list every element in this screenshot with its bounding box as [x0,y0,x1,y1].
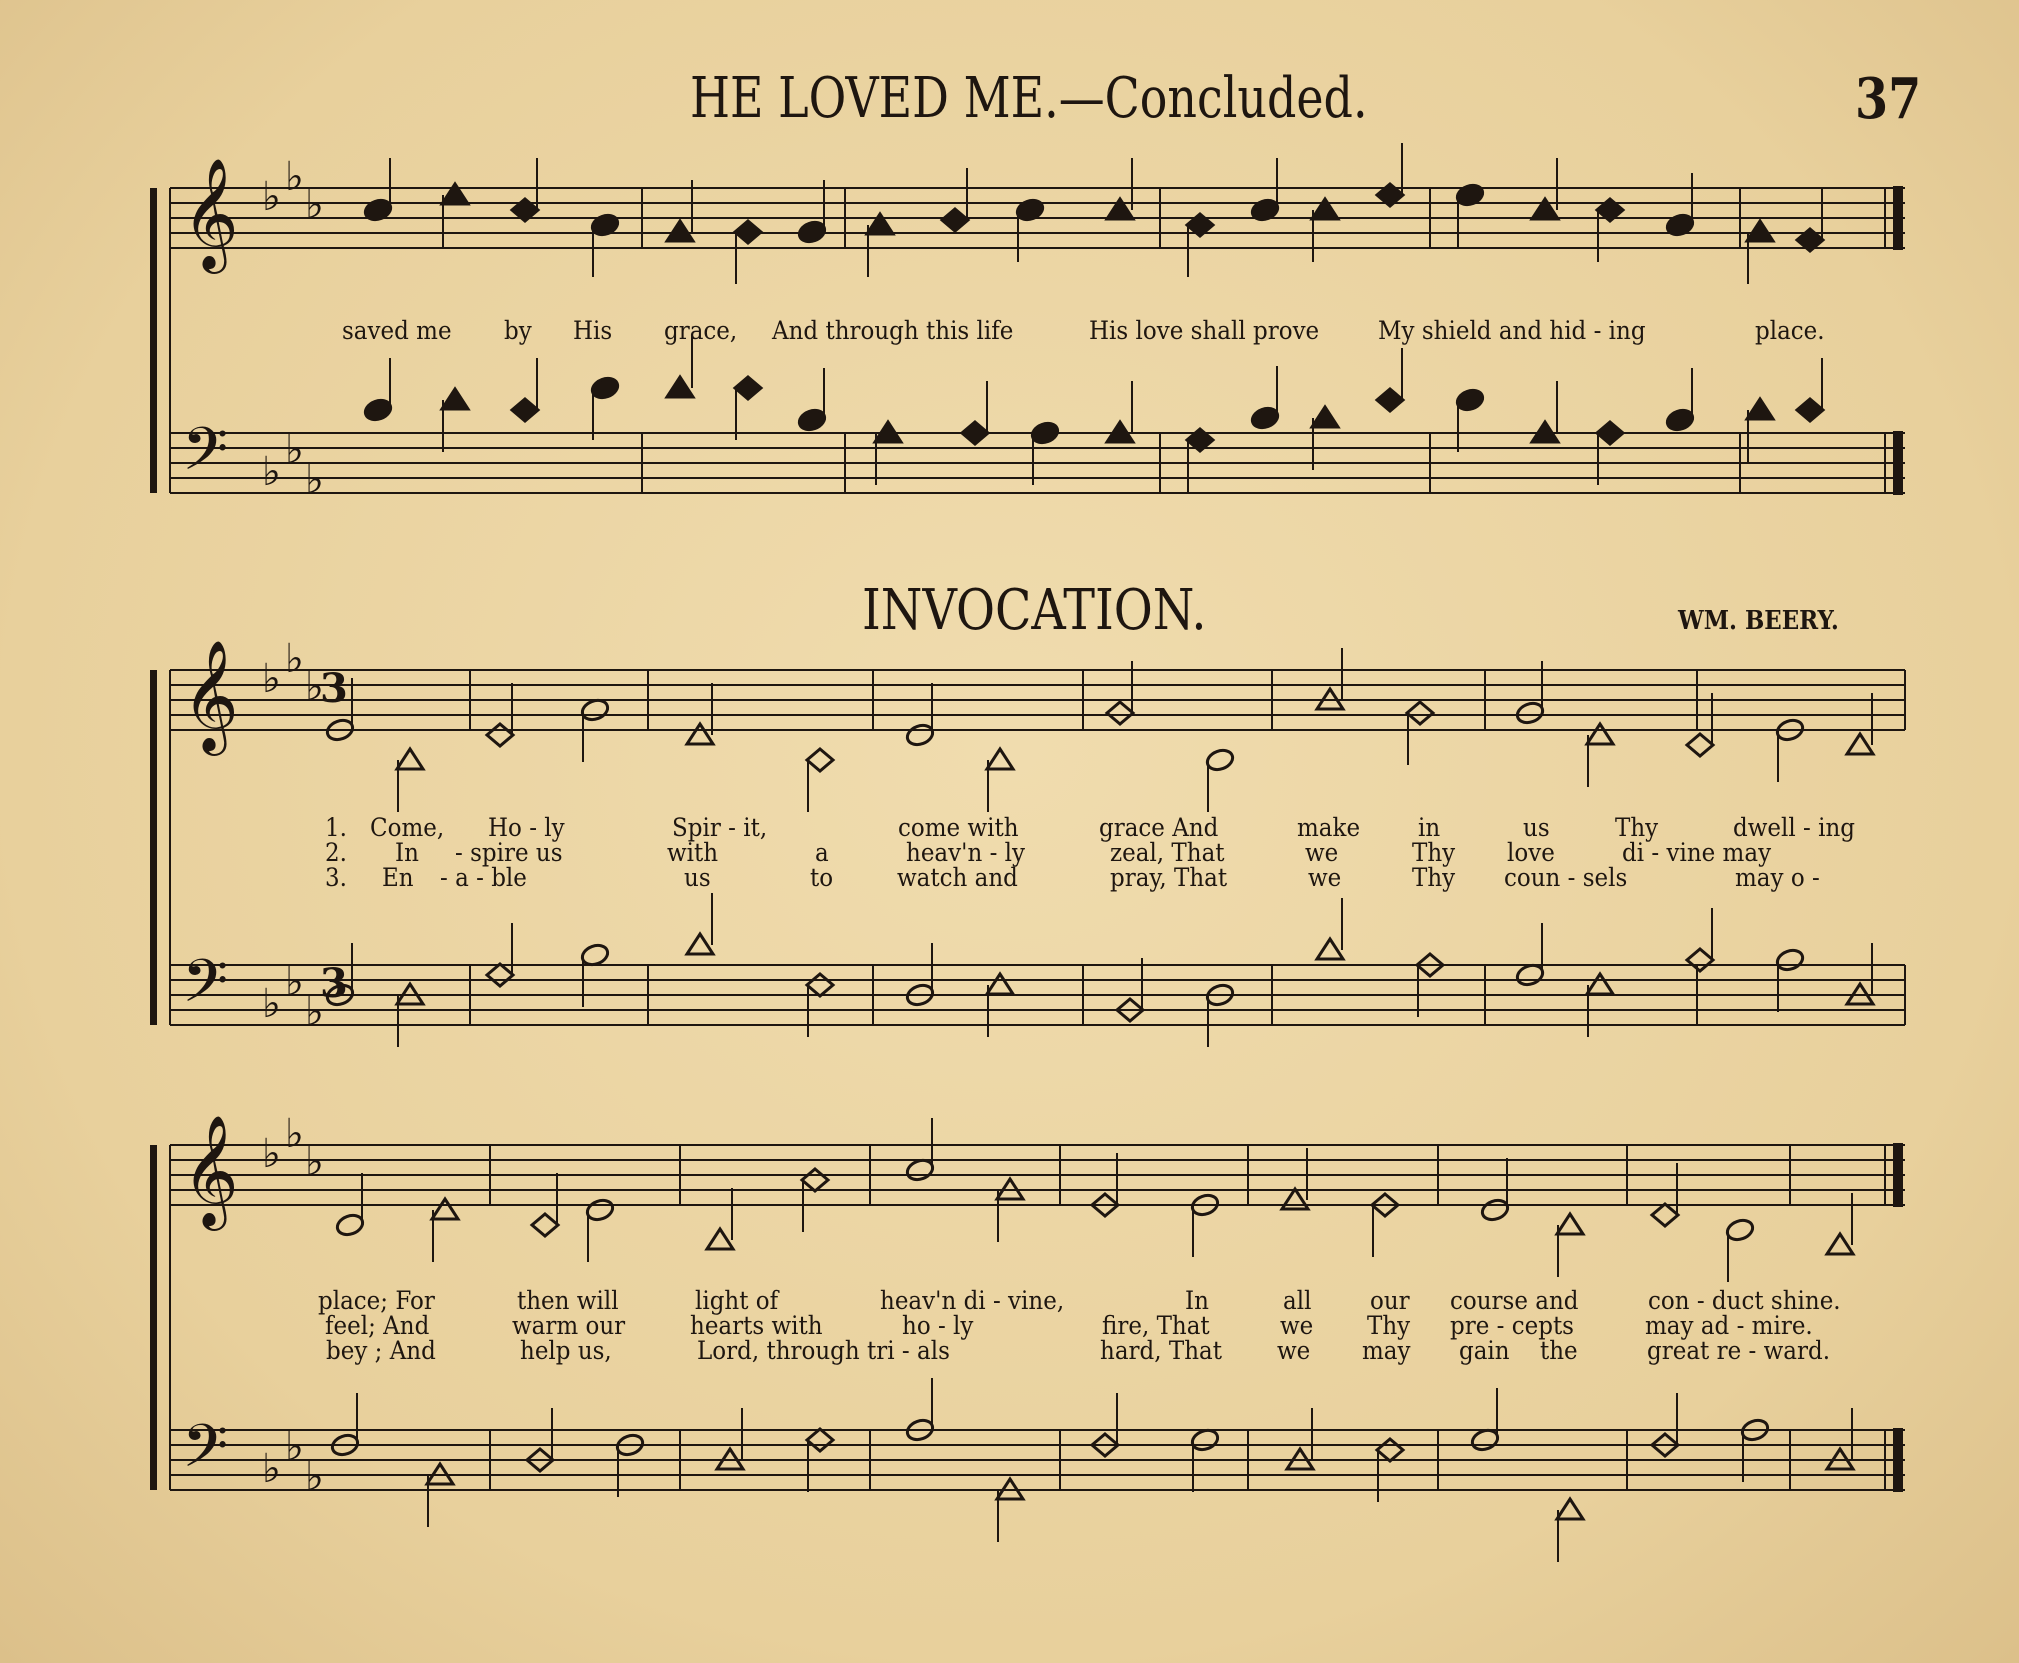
lyric-syllable: di - vine may [1622,838,1772,867]
lyric-syllable: bey ; And [326,1336,436,1365]
lyric-syllable: our [1370,1286,1410,1315]
lyric-syllable: we [1280,1311,1314,1340]
note-head [1827,1234,1853,1254]
lyric-syllable: Come, [370,813,445,842]
lyric-syllable: heav'n di - vine, [880,1286,1065,1315]
time-signature: 3 [320,960,348,1007]
note-head [1747,221,1773,241]
lyric-syllable: place; For [318,1286,435,1315]
lyric-syllable: My shield and hid - ing [1378,316,1646,345]
final-barline-thick [1893,431,1903,495]
clefs-and-key-signatures [182,154,348,1500]
note-head [532,1214,558,1236]
lyric-syllable: love [1507,838,1555,867]
note-head [905,722,936,748]
note-head [1665,212,1696,238]
treble-clef: 𝄞 [182,639,239,751]
lyric-syllable: we [1308,863,1342,892]
note-head [942,209,968,231]
lyric-syllable: in [1418,813,1441,842]
lyric-syllable: the [1540,1336,1578,1365]
flat-sign: ♭ [262,1446,281,1492]
lyric-syllable: Thy [1367,1311,1411,1340]
lyric-syllable: hearts with [690,1311,823,1340]
note-head [1587,724,1613,744]
lyric-syllable: make [1297,813,1361,842]
note-head [1030,420,1061,446]
flat-sign: ♭ [305,1454,324,1500]
lyric-syllable: place. [1755,316,1825,345]
lyric-syllable: may ad - mire. [1645,1311,1813,1340]
lyric-syllable: Thy [1412,863,1456,892]
final-barline-thick [1893,1428,1903,1492]
lyric-syllable: help us, [520,1336,612,1365]
final-barline-thick [1893,1143,1903,1207]
note-head [590,212,621,238]
lyric-syllable: pray, That [1110,863,1228,892]
verse-number: 3. [325,863,347,892]
flat-sign: ♭ [285,959,304,1005]
running-title: HE LOVED ME.—Concluded. [690,66,1368,131]
note-head [807,1429,833,1451]
lyric-syllable: warm our [512,1311,626,1340]
flat-sign: ♭ [285,427,304,473]
note-head [1377,1439,1403,1461]
lyric-syllable: great re - ward. [1647,1336,1831,1365]
note-head [1587,974,1613,994]
note-head [1107,702,1133,724]
flat-sign: ♭ [262,656,281,702]
flat-sign: ♭ [262,449,281,495]
note-head [487,724,513,746]
lyric-syllable: then will [517,1286,619,1315]
note-head [363,397,394,423]
verse-number: 2. [325,838,347,867]
lyric-syllable: come with [898,813,1019,842]
lyric-syllable: we [1305,838,1339,867]
note-head [1250,197,1281,223]
note-head [707,1229,733,1249]
lyric-syllable: may [1362,1336,1411,1365]
lyric-syllable: light of [695,1286,779,1315]
lyric-syllable: course and [1450,1286,1579,1315]
note-head [1597,422,1623,444]
lyric-syllable: feel; And [325,1311,430,1340]
page-number: 37 [1855,66,1922,132]
lyric-syllable: may o - [1735,863,1820,892]
note-head [1797,399,1823,421]
note-head [1205,747,1236,773]
lyric-syllable: His love shall prove [1089,316,1320,345]
note-head [687,724,713,744]
bass-clef: 𝄢 [182,946,229,1030]
final-barline-thick [1893,186,1903,250]
system-bracket [150,670,157,1025]
lyric-syllable: grace, [664,316,738,345]
note-head [442,389,468,409]
note-head [1515,700,1546,726]
song-title: INVOCATION. [862,578,1207,643]
lyric-syllable: His [573,316,613,345]
lyric-syllable: coun - sels [1504,863,1628,892]
lyric-syllable: - spire us [455,838,563,867]
verse-number: 1. [325,813,347,842]
note-head [363,197,394,223]
lyric-syllable: pre - cepts [1450,1311,1574,1340]
note-head [1687,949,1713,971]
system-bracket [150,188,157,493]
lyric-syllable: hard, That [1100,1336,1222,1365]
flat-sign: ♭ [305,1139,324,1185]
lyric-syllable: we [1277,1336,1311,1365]
note-head [1015,197,1046,223]
lyric-syllable: us [684,863,711,892]
flat-sign: ♭ [305,989,324,1035]
note-head [1747,399,1773,419]
lyric-syllable: fire, That [1102,1311,1210,1340]
note-head [1665,407,1696,433]
note-head [585,1197,616,1223]
flat-sign: ♭ [262,1131,281,1177]
lyric-syllable: Thy [1615,813,1659,842]
note-head [1847,734,1873,754]
note-head [1557,1499,1583,1519]
system-bracket [150,1145,157,1490]
lyric-syllable: And through this life [772,316,1014,345]
note-head [512,399,538,421]
lyric-syllable: grace And [1099,813,1219,842]
lyric-syllable: Lord, through tri - als [697,1336,950,1365]
flat-sign: ♭ [262,981,281,1027]
lyric-syllable: Thy [1412,838,1456,867]
bass-clef: 𝄢 [182,414,229,498]
lyric-syllable: gain [1459,1336,1510,1365]
note-head [1775,947,1806,973]
note-head [1250,405,1281,431]
note-head [735,377,761,399]
note-head [1377,389,1403,411]
note-head [487,964,513,986]
lyric-syllable: dwell - ing [1733,813,1856,842]
flat-sign: ♭ [305,457,324,503]
note-head [1725,1217,1756,1243]
note-head [432,1199,458,1219]
lyric-syllable: with [667,838,719,867]
note-head [1317,939,1343,959]
note-head [687,934,713,954]
note-head [397,749,423,769]
note-head [1455,387,1486,413]
note-head [987,749,1013,769]
note-head [735,221,761,243]
lyric-syllable: by [504,316,532,345]
note-head [802,1169,828,1191]
lyric-syllable: heav'n - ly [906,838,1026,867]
treble-clef: 𝄞 [182,157,239,269]
lyric-syllable: to [810,863,834,892]
time-signature: 3 [320,665,348,712]
composer-credit: WM. BEERY. [1678,606,1839,636]
lyric-syllable: us [1523,813,1550,842]
note-head [1652,1204,1678,1226]
note-head [797,219,828,245]
lyric-syllable: a [815,838,829,867]
bass-clef: 𝄢 [182,1411,229,1495]
lyric-syllable: ho - ly [902,1311,974,1340]
flat-sign: ♭ [305,182,324,228]
lyric-syllable: con - duct shine. [1648,1286,1841,1315]
note-heads [325,143,1873,1562]
lyric-syllable: En [382,863,414,892]
flat-sign: ♭ [285,1424,304,1470]
staff-lines [170,188,1905,1490]
lyric-syllable: In [1185,1286,1209,1315]
note-head [1687,734,1713,756]
lyric-syllable: zeal, That [1110,838,1225,867]
flat-sign: ♭ [285,154,304,200]
note-head [987,974,1013,994]
note-head [1455,182,1486,208]
note-head [807,749,833,771]
note-head [1407,702,1433,724]
lyric-syllable: saved me [342,316,452,345]
bar-lines [150,186,1905,1492]
note-head [1557,1214,1583,1234]
treble-clef: 𝄞 [182,1114,239,1226]
note-head [797,407,828,433]
note-head [807,974,833,996]
lyric-syllable: In [395,838,419,867]
note-head [1480,1197,1511,1223]
flat-sign: ♭ [262,174,281,220]
note-head [1312,407,1338,427]
note-head [590,375,621,401]
lyric-syllable: Ho - ly [488,813,565,842]
lyric-syllable: Spir - it, [672,813,768,842]
lyric-syllable: - a - ble [440,863,527,892]
flat-sign: ♭ [285,636,304,682]
lyric-syllable: watch and [897,863,1018,892]
note-head [335,1212,366,1238]
note-head [667,221,693,241]
note-head [962,422,988,444]
flat-sign: ♭ [285,1111,304,1157]
lyric-syllable: all [1283,1286,1312,1315]
flat-sign: ♭ [305,664,324,710]
note-head [667,377,693,397]
